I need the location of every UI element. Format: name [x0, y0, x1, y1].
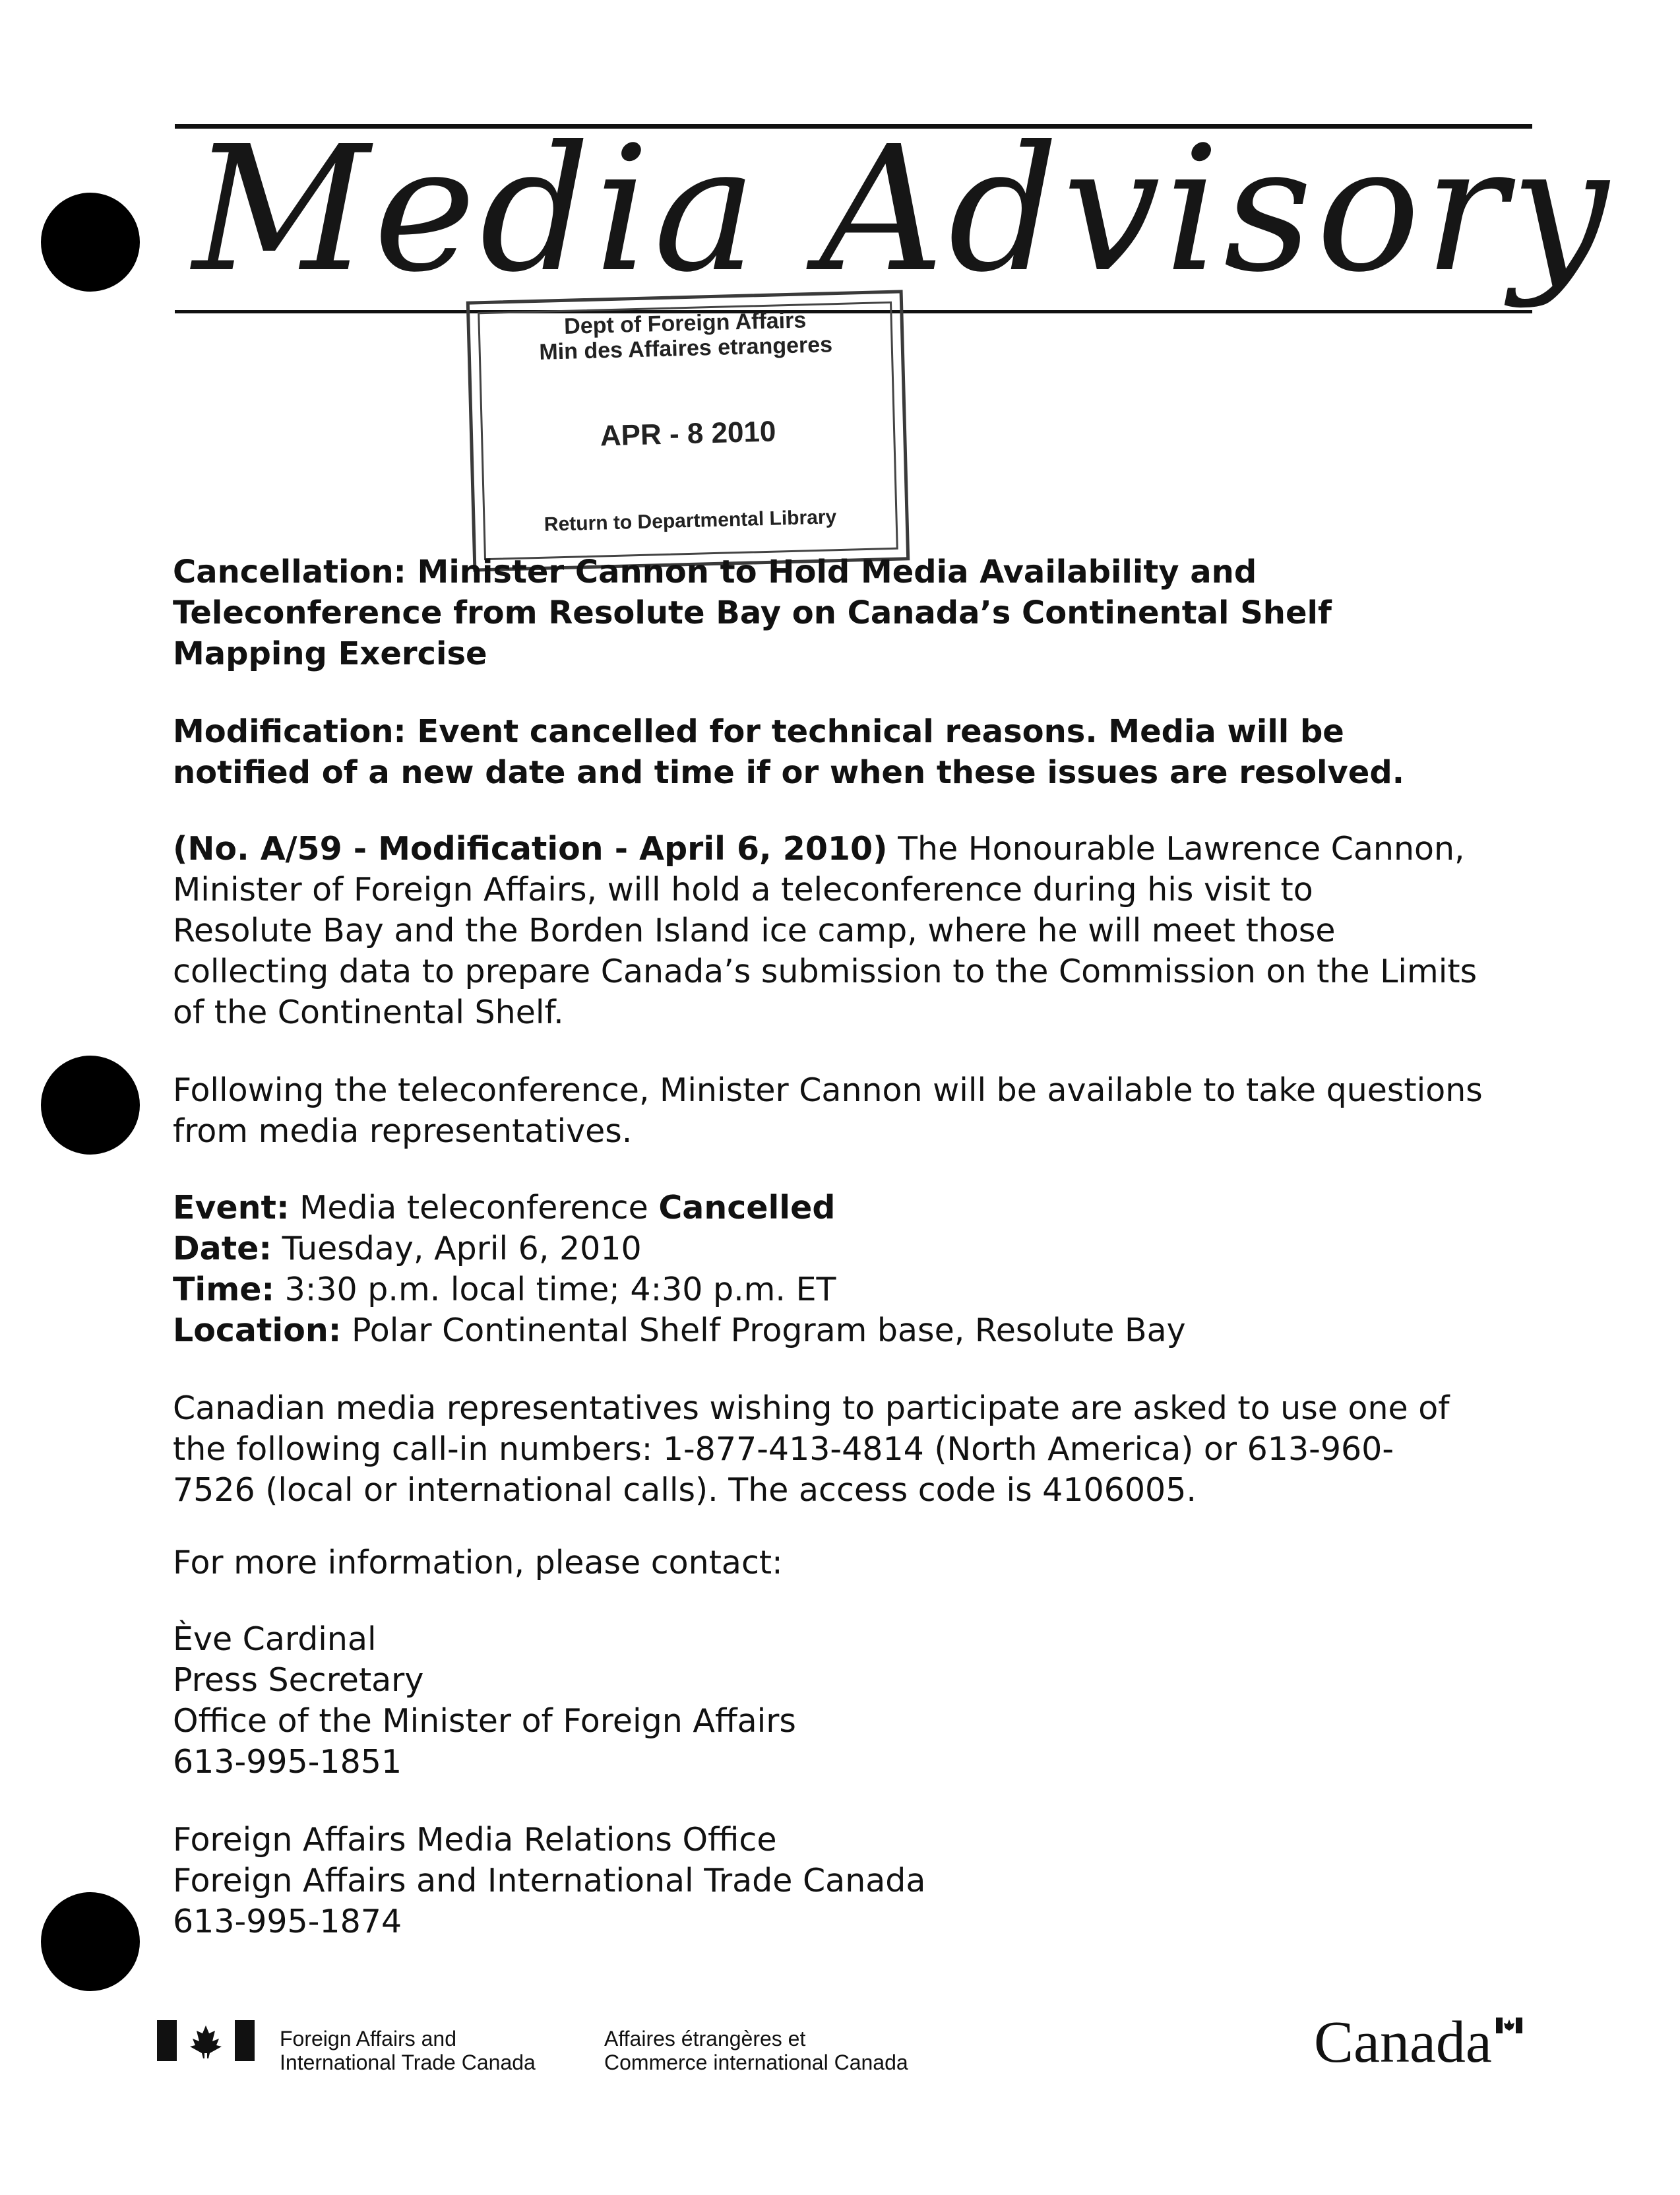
location-label: Location:	[173, 1312, 342, 1349]
time-value: 3:30 p.m. local time; 4:30 p.m. ET	[274, 1271, 836, 1308]
callin-line-2: the following call-in numbers: 1-877-413-4814 (North America) or 613-960-	[173, 1430, 1394, 1468]
following-line-2: from media representatives.	[173, 1112, 633, 1150]
footer-department-english	[280, 2027, 536, 2074]
footer-fr-line-1: Affaires étrangères et	[604, 2027, 806, 2051]
media-relations-department: Foreign Affairs and International Trade Canada	[173, 1862, 926, 1899]
date-value: Tuesday, April 6, 2010	[272, 1230, 642, 1267]
footer-en-line-1: Foreign Affairs and	[280, 2027, 457, 2051]
stamp-line-1: Dept of Foreign Affairs	[563, 307, 807, 339]
location-value: Polar Continental Shelf Program base, Resolute Bay	[341, 1312, 1186, 1349]
headline-line-3: Mapping Exercise	[173, 635, 487, 672]
modification-notice	[173, 711, 1532, 793]
punch-hole-bottom	[41, 1892, 140, 1991]
modification-line-1: Modification: Event cancelled for technical reasons. Media will be	[173, 713, 1344, 750]
stamp-line-4: Return to Departmental Library	[544, 506, 837, 536]
intro-line-3: Resolute Bay and the Borden Island ice camp, where he will meet those	[173, 912, 1336, 949]
location-row	[173, 1310, 1532, 1351]
contact-media-relations	[173, 1820, 1532, 1942]
punch-hole-middle	[41, 1056, 140, 1155]
intro-line-2: Minister of Foreign Affairs, will hold a teleconference during his visit to	[173, 871, 1313, 908]
stamp-date: APR - 8 2010	[600, 415, 776, 453]
footer-department-french	[604, 2027, 908, 2074]
contact-intro: For more information, please contact:	[173, 1544, 783, 1581]
time-label: Time:	[173, 1271, 275, 1308]
footer-en-line-2: International Trade Canada	[280, 2051, 536, 2074]
contact-office: Office of the Minister of Foreign Affairs	[173, 1702, 796, 1740]
event-details	[173, 1188, 1532, 1351]
intro-paragraph	[173, 829, 1532, 1033]
headline-line-1: Cancellation: Minister Cannon to Hold Media Availability and	[173, 554, 1257, 590]
intro-line-5: of the Continental Shelf.	[173, 994, 564, 1031]
punch-hole-top	[41, 193, 140, 292]
stamp-line-2: Min des Affaires etrangeres	[538, 332, 833, 365]
canada-wordmark: Canada	[1314, 2010, 1492, 2075]
callin-paragraph	[173, 1388, 1532, 1511]
contact-title: Press Secretary	[173, 1661, 424, 1699]
event-row	[173, 1188, 1532, 1228]
received-stamp	[466, 290, 910, 571]
footer-fr-line-2: Commerce international Canada	[604, 2051, 908, 2074]
following-line-1: Following the teleconference, Minister Cannon will be available to take questions	[173, 1071, 1483, 1109]
event-status: Cancelled	[658, 1189, 836, 1226]
event-value: Media teleconference	[289, 1189, 659, 1226]
time-row	[173, 1269, 1532, 1310]
callin-line-1: Canadian media representatives wishing to participate are asked to use one of	[173, 1389, 1450, 1427]
contact-name: Ève Cardinal	[173, 1620, 377, 1658]
following-paragraph	[173, 1070, 1532, 1152]
wordmark-flag-icon	[1496, 2018, 1522, 2033]
headline	[173, 552, 1532, 674]
contact-press-secretary	[173, 1619, 1532, 1783]
headline-line-2: Teleconference from Resolute Bay on Canada’s Continental Shelf	[173, 594, 1332, 631]
date-row	[173, 1228, 1532, 1269]
modification-line-2: notified of a new date and time if or when these issues are resolved.	[173, 754, 1404, 791]
masthead-title: Media Advisory	[193, 109, 1613, 310]
contact-phone: 613-995-1851	[173, 1743, 402, 1781]
intro-line-1-rest: The Honourable Lawrence Cannon,	[887, 830, 1465, 868]
canada-flag-symbol-icon	[157, 2016, 255, 2065]
advisory-reference: (No. A/59 - Modification - April 6, 2010)	[173, 830, 888, 868]
media-relations-phone: 613-995-1874	[173, 1903, 402, 1940]
date-label: Date:	[173, 1230, 272, 1267]
intro-line-1	[173, 829, 1532, 870]
intro-line-4: collecting data to prepare Canada’s submission to the Commission on the Limits	[173, 953, 1478, 990]
callin-line-3: 7526 (local or international calls). The access code is 4106005.	[173, 1471, 1197, 1509]
event-label: Event:	[173, 1189, 290, 1226]
media-relations-office: Foreign Affairs Media Relations Office	[173, 1821, 777, 1859]
